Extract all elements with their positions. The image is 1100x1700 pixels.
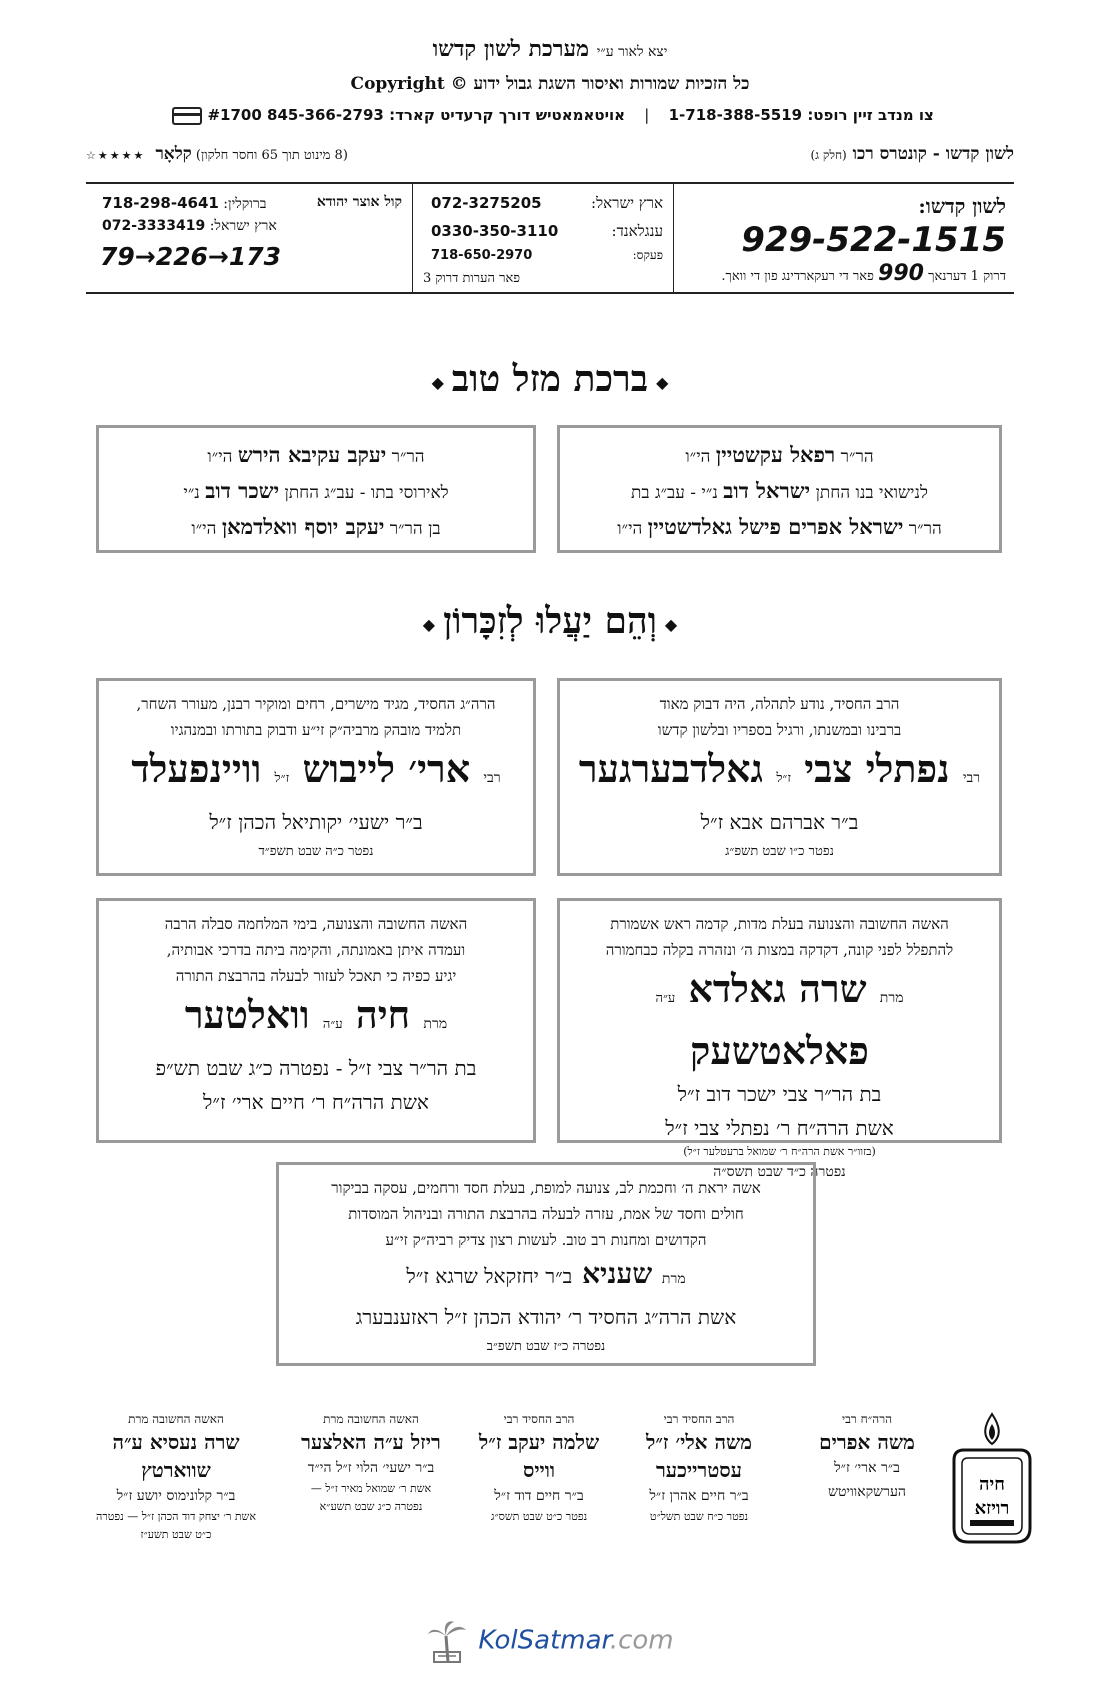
international-lines-column <box>412 184 674 292</box>
honoree-name: רפאל עקשטיין <box>715 442 836 467</box>
entry-title: הרה״ח רבי <box>842 1412 892 1426</box>
extension-number: 990 <box>878 261 924 286</box>
memorial-box <box>96 678 536 876</box>
bullet-icon: ◆ <box>431 372 444 392</box>
brooklyn-label: ברוקלין: <box>223 196 267 212</box>
deceased-name: ארי׳ לייבוש <box>302 746 471 791</box>
brand-domain: .com <box>609 1625 674 1656</box>
main-line-number: 929-522-1515 <box>741 220 1006 260</box>
tribute-text: ועמדה איתן באמונתה, והקימה ביתה בדרכי אבותיה, <box>166 941 466 959</box>
title-prefix: הר״ר <box>391 447 425 467</box>
deceased-surname: וויינפעלד <box>131 746 262 791</box>
title-prefix: הר״ר <box>840 447 874 467</box>
tribute-text: האשה החשובה והצנועה בעלת מדות, קדמה ראש אשמורת <box>610 915 949 933</box>
mazal-tov-title: ברכת מזל טוב <box>451 358 649 400</box>
box-line <box>111 510 521 546</box>
in-law-name: יעקב יוסף וואלדמאן <box>221 514 385 539</box>
deceased-name: שרה גאלדא <box>688 966 867 1011</box>
occasion: לנישואי בנו החתן <box>815 483 928 503</box>
entry-detail: נפטר כ״ט שבט תשס״ג <box>490 1510 588 1523</box>
honorific: ז״ל <box>776 771 791 786</box>
husband-name: אשת הרה״ח ר׳ חיים ארי׳ ז״ל <box>203 1090 429 1114</box>
deceased-name: חיה <box>355 992 411 1037</box>
audio-duration: (8 מינוט תוך 65 וחסר חלקון) <box>195 148 348 163</box>
entry-title: האשה החשובה מרת <box>128 1412 224 1426</box>
occasion: לאירוסי בתו - עב״ג החתן <box>284 483 449 503</box>
israel-kol-label: ארץ ישראל: <box>209 218 277 234</box>
tribute-text: האשה החשובה והצנועה, בימי המלחמה סבלה הרבה <box>164 915 468 933</box>
brand-name: KolSatmar <box>478 1625 610 1656</box>
father-name: ב״ר אברהם אבא ז״ל <box>700 810 859 834</box>
kol-otzar-title: קול אוצר יהודא <box>316 194 402 210</box>
brooklyn-number: 718-298-4641 <box>102 194 219 212</box>
donation-label: צו מנדב זיין רופט: <box>807 106 934 124</box>
deceased-name-line <box>572 963 987 1077</box>
israel-number: 072-3275205 <box>431 194 542 212</box>
in-law-name: ישראל אפרים פישל גאלדשטיין <box>647 514 904 539</box>
entry-title: הרב החסיד רבי <box>663 1412 735 1426</box>
divider: | <box>644 106 650 124</box>
date-of-passing: נפטר כ״ה שבט תשפ״ד <box>258 844 374 859</box>
name-prefix: מרת <box>661 1271 686 1287</box>
donation-phone-line <box>0 106 1100 125</box>
father-name: בת הר״ר צבי ז״ל - נפטרה כ״ג שבט תש״פ <box>155 1056 477 1080</box>
husband-name: אשת הרה״ג החסיד ר׳ יהודא הכהן ז״ל ראזענבערג <box>355 1305 737 1329</box>
recording-instruction: פאר די רעקארדינג פון די וואך. <box>721 269 874 284</box>
box-line <box>111 438 521 474</box>
copyright-line: כל הזכיות שמורות ואיסור השגת גבול ידוע © Copyright <box>350 74 750 94</box>
date-of-passing: נפטרה כ״ז שבט תשפ״ב <box>486 1339 606 1354</box>
main-line-column <box>674 184 1014 292</box>
deceased-name-line <box>111 989 521 1051</box>
name-prefix: מרת <box>879 990 904 1006</box>
title-suffix: הי״ו <box>617 519 643 539</box>
groom-name: ישכר דוב <box>205 478 280 503</box>
deceased-name-line <box>291 1253 801 1300</box>
tribute-text: ברבינו ובמשנתו, ורגיל בספריו ובלשון קדשו <box>657 721 902 739</box>
entry-father: ב״ר חיים אהרן ז״ל <box>649 1488 749 1504</box>
memorial-box <box>276 1162 816 1366</box>
mazal-tov-heading <box>0 358 1100 400</box>
credit-card-phone: 845-366-2793 #1700 <box>207 106 384 124</box>
deceased-name: שעניא <box>582 1257 653 1290</box>
groom-name: ישראל דוב <box>723 478 811 503</box>
deceased-name: נפתלי צבי <box>804 746 950 791</box>
title-prefix: בן הר״ר <box>389 519 441 539</box>
tribute-text: הקדושים ומחנות רב טוב. לעשות רצון צדיק רביה״ק זי״ע <box>385 1231 707 1249</box>
box-line <box>111 474 521 510</box>
phone-directory <box>86 182 1014 294</box>
pamphlet-part: (חלק ג) <box>810 148 847 162</box>
honorific: ז״ל <box>274 771 290 786</box>
memorial-box <box>557 898 1002 1180</box>
entry-name: שלמה יעקב ז״ל ווייס <box>478 1430 600 1482</box>
fax-label: פעקס: <box>632 248 663 262</box>
deceased-surname: פאלאטשעק <box>690 1028 869 1073</box>
honorific: ע״ה <box>655 991 676 1006</box>
father-name: ב״ר יחזקאל שרגא ז״ל <box>406 1264 573 1288</box>
comments-instruction: פאר הערות דרוק 3 <box>423 271 521 286</box>
additional-memorials <box>86 1410 1014 1560</box>
entry-name: ריזל ע״ה האלצער <box>301 1430 441 1454</box>
entry-name: משה אלי׳ ז״ל עסטרייכער <box>645 1430 753 1482</box>
entry-detail: הערשקאוויטש <box>828 1484 906 1500</box>
name-prefix: רבי <box>962 770 981 786</box>
israel-kol-line <box>102 218 277 235</box>
entry-father: ב״ר קלונימוס יושע ז״ל <box>116 1488 236 1504</box>
name-prefix: רבי <box>483 770 501 786</box>
main-line-instructions <box>721 261 1006 286</box>
previous-marriage-note: (בזוו״ר אשת הרה״ח ר׳ שמואל ברעטלער ז״ל) <box>683 1145 876 1158</box>
tribute-text: חולים וחסד של אמת, עזרה לבעלה בהרבצת התורה ובניהול המוסדות <box>348 1205 744 1223</box>
entry-detail: נפטר כ״ח שבט תשל״ט <box>649 1510 749 1523</box>
box-line <box>572 438 987 474</box>
publisher-prefix: יצא לאור ע״י <box>596 44 668 60</box>
israel-line <box>421 194 663 213</box>
father-name: בת הר״ר צבי ישכר דוב ז״ל <box>677 1082 882 1106</box>
memorial-entry <box>464 1410 614 1526</box>
entry-title: הרב החסיד רבי <box>503 1412 575 1426</box>
tribute-text: תלמיד מובהק מרביה״ק זי״ע ודבוק בתורתו ובמנהגיו <box>170 721 462 739</box>
brooklyn-line <box>102 194 266 213</box>
box-line <box>572 474 987 510</box>
bullet-icon: ◆ <box>656 372 669 392</box>
occasion-suffix: נ״י - עב״ג בת <box>631 483 718 503</box>
credit-card-icon <box>172 107 202 125</box>
honoree-name: יעקב עקיבא הירש <box>237 442 387 467</box>
title-suffix: הי״ו <box>207 447 233 467</box>
england-label: ענגלאנד: <box>611 222 663 240</box>
title-suffix: הי״ו <box>191 519 217 539</box>
emblem-name-1: חיה <box>979 1474 1005 1495</box>
fax-line <box>421 248 663 263</box>
tribute-text: אשה יראת ה׳ וחכמת לב, צנועה למופת, בעלת חסד ורחמים, עסקה בביקור <box>331 1179 761 1197</box>
memorial-title: וְהֵם יַעֲלוּ לְזִכָּרוֹן <box>443 600 657 642</box>
star-rating-icon: ★★★★☆ <box>86 149 146 162</box>
mazal-tov-box <box>96 425 536 553</box>
israel-kol-number: 072-3333419 <box>102 218 206 234</box>
box-line <box>572 510 987 546</box>
extension-path: 79→226→173 <box>100 242 282 271</box>
entry-father: ב״ר ישעי׳ הלוי ז״ל הי״ד <box>307 1460 435 1476</box>
tribute-text: יגיע כפיה כי תאכל לעזור לבעלה בהרבצת התורה <box>175 967 457 985</box>
memorial-entry <box>792 1410 942 1504</box>
deceased-surname: גאלדבערגער <box>578 746 764 791</box>
honorific: ע״ה <box>322 1017 343 1032</box>
memorial-box <box>96 898 536 1143</box>
palm-tree-icon <box>426 1618 470 1664</box>
entry-name: משה אפרים <box>819 1430 915 1454</box>
date-of-passing: נפטרה כ״ד שבט תשס״ה <box>713 1164 846 1180</box>
entry-father: ב״ר ארי׳ ז״ל <box>834 1460 900 1476</box>
main-line-label: לשון קדשו: <box>918 194 1006 218</box>
husband-name: אשת הרה״ח ר׳ נפתלי צבי ז״ל <box>665 1116 894 1140</box>
tribute-text: הרה״ג החסיד, מגיד מישרים, רחים ומוקיר רבנן, מעורר השחר, <box>136 695 496 713</box>
publisher-line <box>0 36 1100 62</box>
memorial-entry <box>88 1410 264 1544</box>
occasion-suffix: נ״י <box>183 483 200 503</box>
england-number: 0330-350-3110 <box>431 222 559 240</box>
info-row <box>86 144 1014 170</box>
israel-label: ארץ ישראל: <box>591 194 663 212</box>
bullet-icon: ◆ <box>664 614 678 634</box>
title-suffix: הי״ו <box>685 447 711 467</box>
pamphlet-title-text: לשון קדשו - קונטרס רכו <box>852 144 1014 164</box>
tribute-text: הרב החסיד, נודע לתהלה, היה דבוק מאוד <box>659 695 900 713</box>
credit-card-label: אויטאמאטיש דורך קרעדיט קארד: <box>389 106 626 124</box>
donation-phone: 1-718-388-5519 <box>668 106 803 124</box>
entry-title: האשה החשובה מרת <box>323 1412 419 1426</box>
mazal-tov-box <box>557 425 1002 553</box>
date-of-passing: נפטר כ״ו שבט תשפ״ג <box>725 844 834 859</box>
deceased-name-line <box>572 743 987 805</box>
england-line <box>421 222 663 241</box>
memorial-entry <box>624 1410 774 1526</box>
audio-quality <box>86 144 348 164</box>
memorial-box <box>557 678 1002 876</box>
tribute-text: להתפלל לפני קונה, דקדקה במצות ה׳ ונזהרה בקלה כבחמורה <box>605 941 954 959</box>
pamphlet-title <box>810 144 1014 164</box>
memorial-heading <box>0 600 1100 642</box>
entry-detail: אשת ר׳ שמואל מאיר ז״ל — נפטרה כ״ג שבט תשע״א <box>310 1482 432 1513</box>
bullet-icon: ◆ <box>422 614 436 634</box>
publisher-name: מערכת לשון קדשו <box>432 36 590 62</box>
audio-quality-label: קלאָר <box>155 144 192 164</box>
kol-otzar-column <box>86 184 412 292</box>
title-prefix: הר״ר <box>908 519 942 539</box>
entry-father: ב״ר חיים דוד ז״ל <box>494 1488 584 1504</box>
entry-name: שרה נעסיא ע״ה שווארטץ <box>112 1430 240 1482</box>
entry-detail: אשת ר׳ יצחק דוד הכהן ז״ל — נפטרה כ״ט שבט תשע״ז <box>96 1510 256 1541</box>
memorial-candle-emblem <box>940 1410 1044 1554</box>
deceased-surname: וואלטער <box>184 992 310 1037</box>
emblem-name-2: רויזא <box>974 1498 1010 1519</box>
press-instruction: דרוק 1 דערנאך <box>928 269 1006 284</box>
memorial-entry <box>296 1410 446 1516</box>
fax-number: 718-650-2970 <box>431 248 533 263</box>
name-prefix: מרת <box>423 1016 448 1032</box>
deceased-name-line <box>111 743 521 805</box>
father-name: ב״ר ישעי׳ יקותיאל הכהן ז״ל <box>209 810 423 834</box>
footer-logo <box>0 1618 1100 1664</box>
